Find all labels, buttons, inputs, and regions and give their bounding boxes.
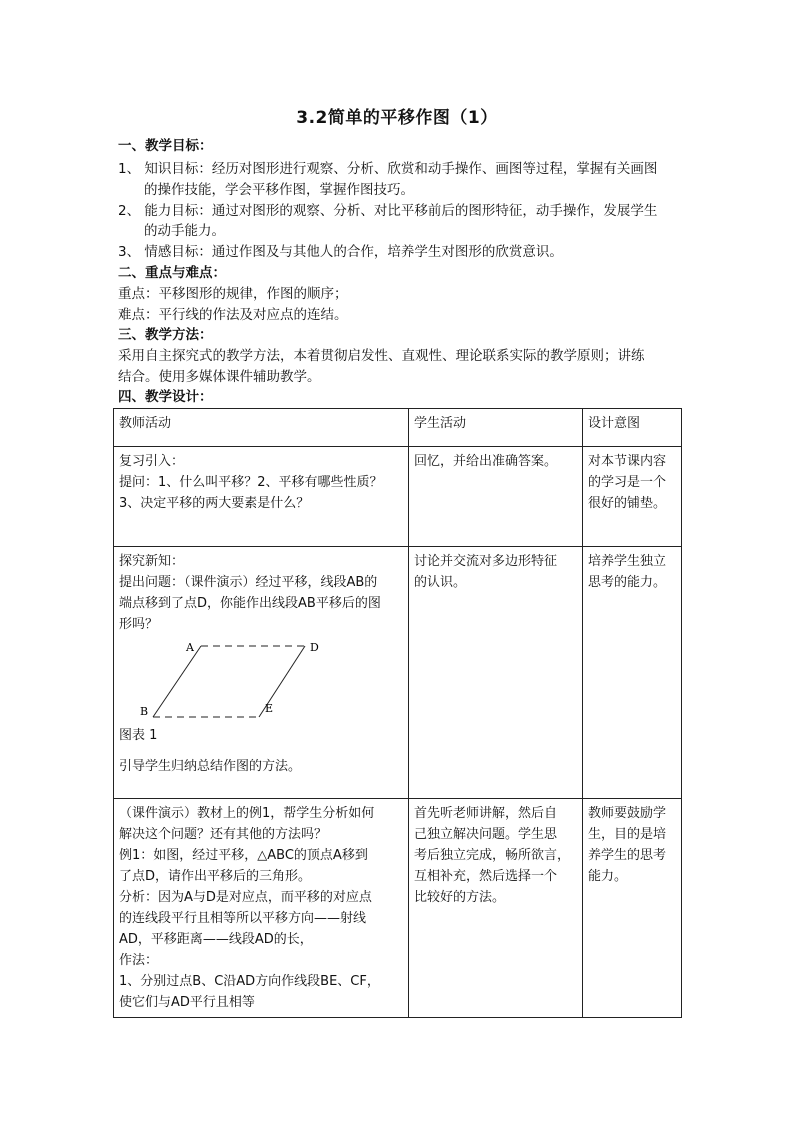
cell-line: 讨论并交流对多边形特征 xyxy=(414,554,558,569)
cell-line: 首先听老师讲解，然后自 xyxy=(414,806,558,821)
cell-line: 了点D，请作出平移后的三角形。 xyxy=(119,869,312,884)
cell-line: 引导学生归纳总结作图的方法。 xyxy=(119,759,302,774)
label-b: B xyxy=(140,705,149,718)
keypoints-heading: 二、重点与难点： xyxy=(118,265,226,281)
review-teacher-cell xyxy=(114,447,409,547)
header-design-intent: 设计意图 xyxy=(583,409,682,447)
cell-line: 复习引入： xyxy=(119,454,185,469)
explore-intent-cell xyxy=(583,547,682,799)
table-header-row xyxy=(114,409,682,447)
cell-line: 形吗？ xyxy=(119,617,159,632)
teaching-design-table xyxy=(113,408,682,1018)
example-student-cell xyxy=(409,799,583,1018)
label-d: D xyxy=(310,641,319,654)
objective-2-line-1: 2、 能力目标：通过对图形的观察、分析、对比平移前后的图形特征，动手操作，发展学生 xyxy=(118,203,658,219)
cell-line: 的连线段平行且相等所以平移方向——射线 xyxy=(119,911,367,926)
cell-line: 1、分别过点B、C沿AD方向作线段BE、CF， xyxy=(119,974,380,989)
method-heading: 三、教学方法： xyxy=(118,327,213,343)
cell-line: （课件演示）教材上的例1，帮学生分析如何 xyxy=(119,806,375,821)
cell-line: 比较好的方法。 xyxy=(414,890,506,905)
cell-line: 提问：1、什么叫平移？2、平移有哪些性质？ xyxy=(119,475,383,490)
cell-line: 提出问题：（课件演示）经过平移，线段AB的 xyxy=(119,575,378,590)
cell-line: 互相补充，然后选择一个 xyxy=(414,869,558,884)
cell-line: AD，平移距离——线段AD的长， xyxy=(119,932,313,947)
cell-line: 端点移到了点D，你能作出线段AB平移后的图 xyxy=(119,596,381,611)
cell-line: 分析：因为A与D是对应点，而平移的对应点 xyxy=(119,890,372,905)
table-row-example xyxy=(114,799,682,1018)
cell-line: 的认识。 xyxy=(414,575,467,590)
parallelogram-figure xyxy=(119,639,319,723)
document-title: 3.2简单的平移作图（1） xyxy=(296,108,498,128)
objective-2-line-2: 的动手能力。 xyxy=(144,223,225,239)
review-student-cell xyxy=(409,447,583,547)
cell-line: 考后独立完成，畅所欲言， xyxy=(414,848,571,863)
label-a: A xyxy=(186,641,194,654)
cell-line: 作法： xyxy=(119,953,159,968)
cell-line: 培养学生独立 xyxy=(588,554,667,569)
cell-line: 很好的铺垫。 xyxy=(588,496,667,511)
segment-ab xyxy=(153,646,201,717)
spacer xyxy=(119,746,403,756)
header-student-activity: 学生活动 xyxy=(409,409,583,447)
cell-line: 教师要鼓励学 xyxy=(588,806,667,821)
cell-line: 己独立解决问题。学生思 xyxy=(414,827,558,842)
cell-line: 能力。 xyxy=(588,869,628,884)
method-line-2: 结合。使用多媒体课件辅助教学。 xyxy=(118,369,321,385)
design-heading: 四、教学设计： xyxy=(118,389,213,405)
example-intent-cell xyxy=(583,799,682,1018)
cell-line: 养学生的思考 xyxy=(588,848,667,863)
cell-line: 对本节课内容 xyxy=(588,454,667,469)
keypoint-difficulty: 难点：平行线的作法及对应点的连结。 xyxy=(118,307,348,323)
objective-1-line-2: 的操作技能，学会平移作图，掌握作图技巧。 xyxy=(144,182,414,198)
cell-line: 回忆，并给出准确答案。 xyxy=(414,454,558,469)
header-teacher-activity: 教师活动 xyxy=(114,409,409,447)
figure-caption: 图表 1 xyxy=(119,728,158,743)
cell-line: 例1：如图，经过平移，△ABC的顶点A移到 xyxy=(119,848,368,863)
cell-line: 思考的能力。 xyxy=(588,575,667,590)
label-e: E xyxy=(265,702,274,715)
explore-teacher-cell xyxy=(114,547,409,799)
cell-line: 的学习是一个 xyxy=(588,475,667,490)
cell-line: 生，目的是培 xyxy=(588,827,667,842)
cell-line: 探究新知： xyxy=(119,554,185,569)
method-line-1: 采用自主探究式的教学方法，本着贯彻启发性、直观性、理论联系实际的教学原则；讲练 xyxy=(118,348,645,364)
objectives-heading: 一、教学目标： xyxy=(118,138,213,154)
cell-line: 3、决定平移的两大要素是什么？ xyxy=(119,496,310,511)
table-row-review xyxy=(114,447,682,547)
table-row-explore xyxy=(114,547,682,799)
cell-line: 解决这个问题？还有其他的方法吗？ xyxy=(119,827,328,842)
objective-3-line-1: 3、 情感目标：通过作图及与其他人的合作，培养学生对图形的欣赏意识。 xyxy=(118,244,563,260)
explore-student-cell xyxy=(409,547,583,799)
cell-line: 使它们与AD平行且相等 xyxy=(119,995,255,1010)
example-teacher-cell xyxy=(114,799,409,1018)
objective-1-line-1: 1、 知识目标：经历对图形进行观察、分析、欣赏和动手操作、画图等过程，掌握有关画图 xyxy=(118,161,658,177)
review-intent-cell xyxy=(583,447,682,547)
keypoint-focus: 重点：平移图形的规律，作图的顺序； xyxy=(118,286,348,302)
